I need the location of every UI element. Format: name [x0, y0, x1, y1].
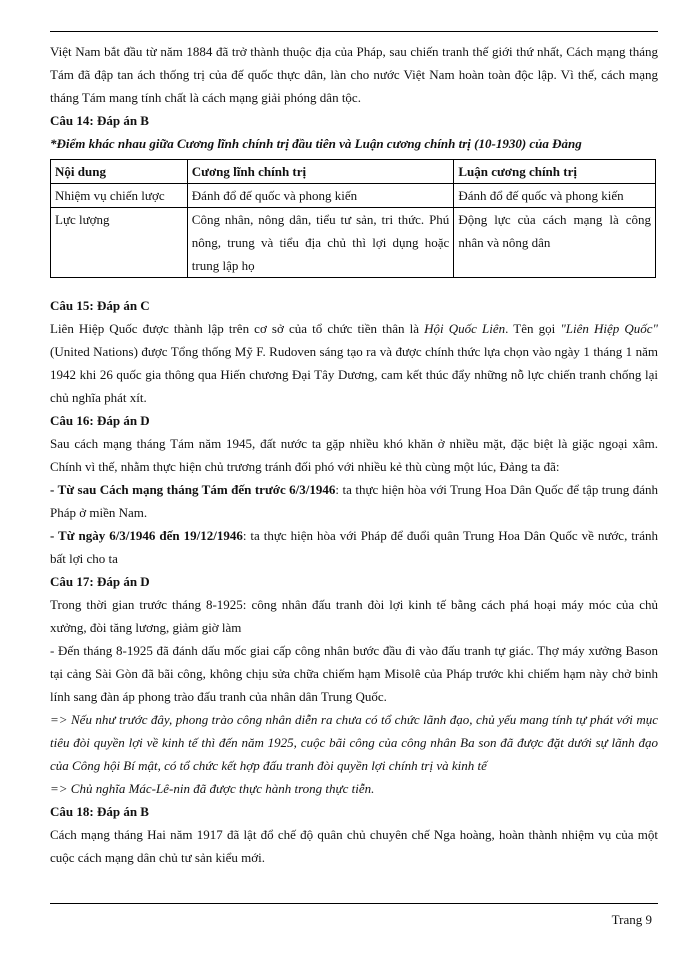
table-row: [51, 184, 656, 208]
page-body: [50, 40, 658, 869]
q17-paragraph-1: Trong thời gian trước tháng 8-1925: công nhân đấu tranh đòi lợi kinh tế bằng cách phá hoại máy móc của chủ xưởng, đòi tăng lương, giảm giờ làm: [50, 597, 658, 635]
footer-rule: [50, 903, 658, 904]
q15-italic-2: "Liên Hiệp Quốc": [560, 321, 658, 336]
q16-bullet-1-text: : ta thực hiện hòa với Trung Hoa Dân Quốc để tập trung đánh Pháp ở miền Nam.: [50, 482, 658, 520]
q16-bullet-1: [50, 478, 658, 524]
q16-bullet-2-text: : ta thực hiện hòa với Pháp để đuổi quân Trung Hoa Dân Quốc về nước, tránh bất lợi cho ta: [50, 528, 659, 566]
table-cell: Nhiệm vụ chiến lược: [51, 184, 188, 208]
q16-bullet-2: [50, 524, 658, 570]
table-cell: Động lực của cách mạng là công nhân và nông dân: [454, 208, 656, 278]
header-cell: Nội dung: [51, 160, 188, 184]
table-cell: Công nhân, nông dân, tiểu tư sản, tri thức. Phú nông, trung và tiểu địa chủ thì lợi dụng hoặc trung lập họ: [187, 208, 454, 278]
page-number: Trang 9: [611, 912, 652, 927]
q17-heading: Câu 17: Đáp án D: [50, 574, 150, 589]
header-cell: Cương lĩnh chính trị: [187, 160, 454, 184]
q18-paragraph: Cách mạng tháng Hai năm 1917 đã lật đổ chế độ quân chủ chuyên chế Nga hoàng, hoàn thành nhiệm vụ của một cuộc cách mạng dân chủ tư sản kiểu mới.: [50, 827, 658, 865]
comparison-table: [50, 159, 656, 278]
q15-heading: Câu 15: Đáp án C: [50, 298, 150, 313]
table-cell: Đánh đổ đế quốc và phong kiến: [187, 184, 454, 208]
q14-heading: Câu 14: Đáp án B: [50, 113, 149, 128]
q17-paragraph-2: - Đến tháng 8-1925 đã đánh dấu mốc giai cấp công nhân bước đầu đi vào đấu tranh tự giác. Thợ máy xưởng Bason tại cảng Sài Gòn đã bãi công, không chịu sửa chữa chiếm hạm Misolê của Pháp trước khi chiếm hạm này chở binh lính sang đàn áp phong trào đấu tranh của nhân dân Trung Quốc.: [50, 643, 658, 704]
header-cell: Luận cương chính trị: [454, 160, 656, 184]
table-cell: Đánh đổ đế quốc và phong kiến: [454, 184, 656, 208]
comparison-title: *Điểm khác nhau giữa Cương lĩnh chính trị đầu tiên và Luận cương chính trị (10-1930) của Đảng: [50, 136, 582, 151]
q16-heading: Câu 16: Đáp án D: [50, 413, 150, 428]
header-rule: [50, 31, 658, 32]
q15-italic-1: Hội Quốc Liên: [424, 321, 506, 336]
q17-conclusion-1: => Nếu như trước đây, phong trào công nhân diễn ra chưa có tổ chức lãnh đạo, chủ yếu mang tính tự phát với mục tiêu đòi quyền lợi về kinh tế thì đến năm 1925, cuộc bãi công của công nhân Ba son đã được đặt dưới sự lãnh đạo của Công hội Bí mật, có tổ chức kết hợp đấu tranh đòi quyền lợi chính trị và kinh tế: [50, 712, 658, 773]
q16-bullet-1-lead: - Từ sau Cách mạng tháng Tám đến trước 6/3/1946: [50, 482, 336, 497]
table-header-row: [51, 160, 656, 184]
q18-heading: Câu 18: Đáp án B: [50, 804, 149, 819]
q15-text-1: Liên Hiệp Quốc được thành lập trên cơ sở của tổ chức tiền thân là: [50, 321, 425, 336]
q15-paragraph: [50, 317, 658, 409]
table-cell: Lực lượng: [51, 208, 188, 278]
q16-bullet-2-lead: - Từ ngày 6/3/1946 đến 19/12/1946: [50, 528, 243, 543]
q15-text-3: (United Nations) được Tổng thống Mỹ F. Rudoven sáng tạo ra và được chính thức lựa chọn vào ngày 1 tháng 1 năm 1942 khi 26 quốc gia thông qua Hiến chương Đại Tây Dương, cam kết thúc đẩy những nỗ lực chiến tranh chống lại chủ nghĩa phát xít.: [50, 344, 658, 405]
intro-paragraph: Việt Nam bắt đầu từ năm 1884 đã trở thành thuộc địa của Pháp, sau chiến tranh thế giới thứ nhất, Cách mạng tháng Tám đã đập tan ách thống trị của đế quốc thực dân, làn cho nước Việt Nam hoàn toàn độc lập. Vì thế, cách mạng tháng Tám mang tính chất là cách mạng giải phóng dân tộc.: [50, 44, 658, 105]
table-row: [51, 208, 656, 278]
q17-conclusion-2: => Chủ nghĩa Mác-Lê-nin đã được thực hành trong thực tiễn.: [50, 781, 375, 796]
q16-paragraph: Sau cách mạng tháng Tám năm 1945, đất nước ta gặp nhiều khó khăn ở nhiều mặt, đặc biệt là giặc ngoại xâm. Chính vì thế, nhằm thực hiện chủ trương tránh đối phó với nhiều kẻ thù cùng một lúc, Đảng ta đã:: [50, 436, 658, 474]
q15-text-2: . Tên gọi: [505, 321, 561, 336]
